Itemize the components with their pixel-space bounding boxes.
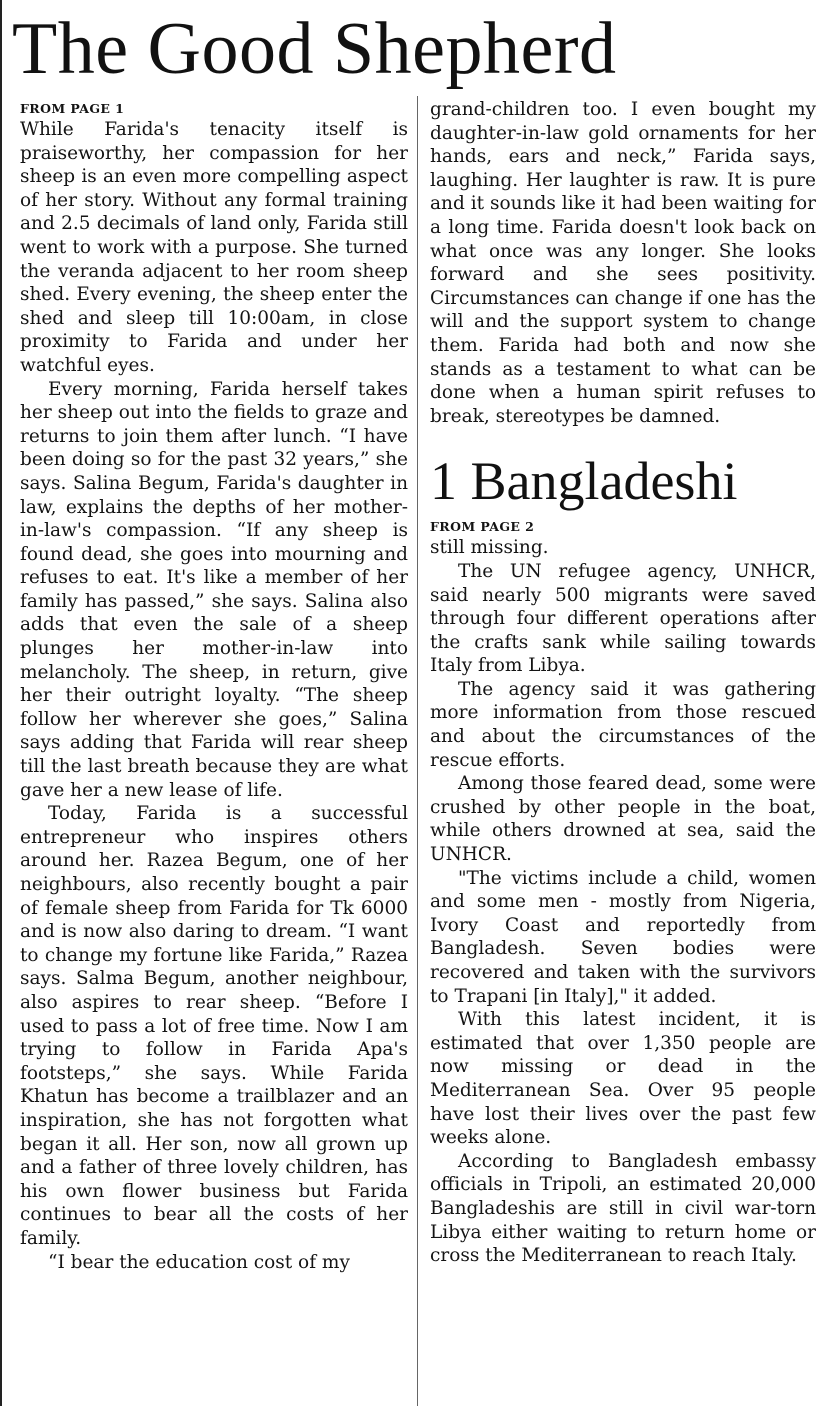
- story2-paragraph-1: still missing.: [430, 537, 549, 559]
- page-title: The Good Shepherd: [12, 8, 617, 90]
- story2-paragraph-2: The UN refugee agency, UNHCR, said nearly 500 migrants were saved through four different operations after the crafts sank while sailing towards Italy from Libya.: [430, 560, 816, 677]
- column-left: [20, 98, 408, 1274]
- story2-kicker: FROM PAGE 2: [430, 519, 535, 535]
- column-divider: [417, 96, 418, 1406]
- story2-paragraph-5: "The victims include a child, women and some men - mostly from Nigeria, Ivory Coast and reportedly from Bangladesh. Seven bodies were recovered and taken with the survivors to Trapani [in Italy]," it added.: [430, 867, 816, 1007]
- story2-paragraph-6: With this latest incident, it is estimated that over 1,350 people are now missing or dead in the Mediterranean Sea. Over 95 people have lost their lives over the past few weeks alone.: [430, 1009, 816, 1149]
- story1-paragraph-4: “I bear the education cost of my: [48, 1251, 350, 1273]
- story1-paragraph-2: Every morning, Farida herself takes her sheep out into the fields to graze and returns to join them after lunch. “I have been doing so for the past 32 years,” she says. Salina Begum, Farida's daughter in law, explains the depths of her mother-in-law's compassion. “If any sheep is found dead, she goes into mourning and refuses to eat. It's like a member of her family has passed,” she says. Salina also adds that even the sale of a sheep plunges her mother-in-law into melancholy. The sheep, in return, give her their outright loyalty. “The sheep follow her wherever she goes,” Salina says adding that Farida will rear sheep till the last breath because they are what gave her a new lease of life.: [20, 378, 408, 801]
- story2-headline: 1 Bangladeshi: [430, 451, 738, 512]
- column-right: [430, 98, 816, 1268]
- story1-kicker: FROM PAGE 1: [20, 101, 125, 116]
- story1-paragraph-3: Today, Farida is a successful entrepreneur who inspires others around her. Razea Begum, one of her neighbours, also recently bought a pair of female sheep from Farida for Tk 6000 and is now also daring to dream. “I want to change my fortune like Farida,” Razea says. Salma Begum, another neighbour, also aspires to rear sheep. “Before I used to pass a lot of free time. Now I am trying to follow in Farida Apa's footsteps,” she says. While Farida Khatun has become a trailblazer and an inspiration, she has not forgotten what began it all. Her son, now all grown up and a father of three lovely children, has his own flower business but Farida continues to bear all the costs of her family.: [20, 803, 408, 1249]
- story1-paragraph-5: grand-children too. I even bought my daughter-in-law gold ornaments for her hands, ears and neck,” Farida says, laughing. Her laughter is raw. It is pure and it sounds like it had been waiting for a long time. Farida doesn't look back on what once was any longer. She looks forward and she sees positivity. Circumstances can change if one has the will and the support system to change them. Farida had both and now she stands as a testament to what can be done when a human spirit refuses to break, stereotypes be damned.: [430, 99, 816, 427]
- story1-paragraph-1: While Farida's tenacity itself is praiseworthy, her compassion for her sheep is an even more compelling aspect of her story. Without any formal training and 2.5 decimals of land only, Farida still went to work with a purpose. She turned the veranda adjacent to her room sheep shed. Every evening, the sheep enter the shed and sleep till 10:00am, in close proximity to Farida and under her watchful eyes.: [20, 119, 408, 376]
- story2-paragraph-3: The agency said it was gathering more information from those rescued and about the circumstances of the rescue efforts.: [430, 678, 816, 771]
- story2-paragraph-7: According to Bangladesh embassy officials in Tripoli, an estimated 20,000 Bangladeshis are still in civil war-torn Libya either waiting to return home or cross the Mediterranean to reach Italy.: [430, 1150, 816, 1267]
- story2-paragraph-4: Among those feared dead, some were crushed by other people in the boat, while others drowned at sea, said the UNHCR.: [430, 773, 816, 866]
